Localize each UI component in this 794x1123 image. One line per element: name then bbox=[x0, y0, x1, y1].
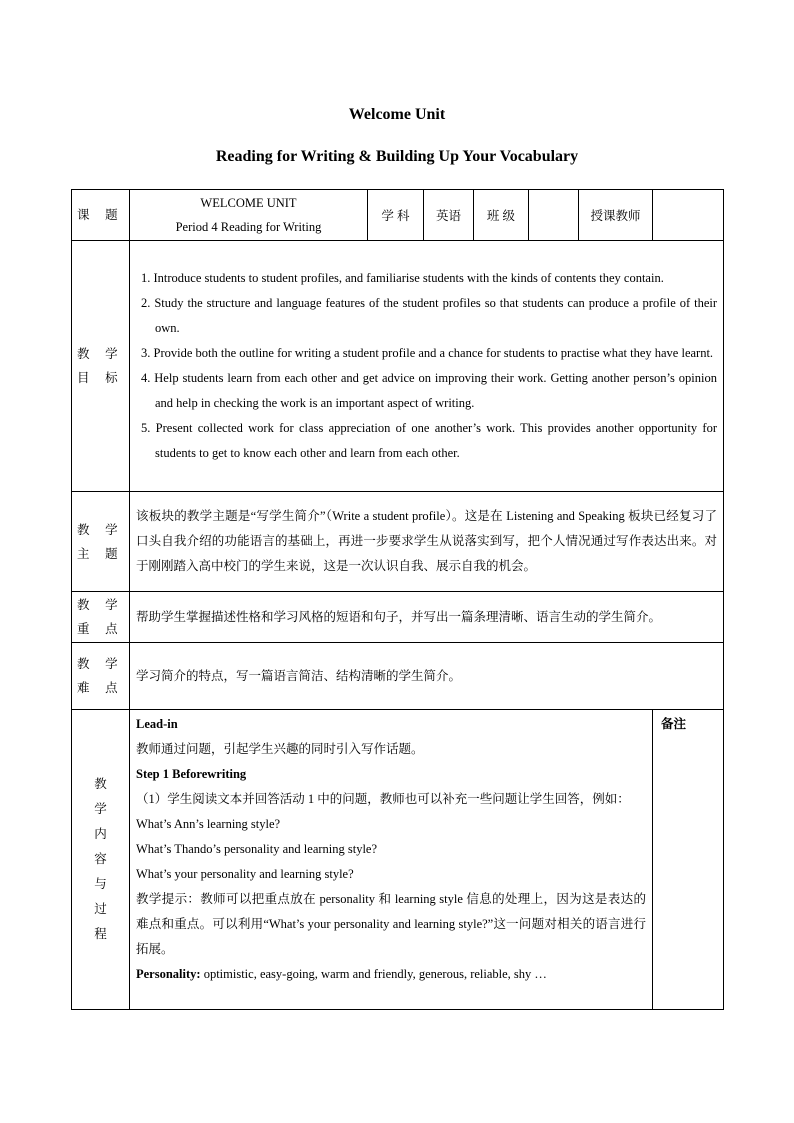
difficulties-content bbox=[130, 643, 724, 710]
step1-title: Step 1 Beforewriting bbox=[136, 767, 247, 781]
notes-cell bbox=[653, 710, 724, 1010]
process-label-char: 教 bbox=[94, 777, 107, 791]
objective-item: 1. Introduce students to student profiles, and familiarise students with the kinds of contents they contain. bbox=[141, 271, 664, 285]
process-label-char: 容 bbox=[94, 852, 107, 866]
difficulties-row bbox=[72, 643, 724, 710]
teacher-value bbox=[653, 190, 724, 241]
process-label-char: 学 bbox=[94, 802, 107, 816]
subject-label: 学 科 bbox=[368, 190, 424, 241]
objectives-row bbox=[72, 241, 724, 492]
theme-content bbox=[130, 492, 724, 592]
process-row bbox=[72, 710, 724, 1010]
header-row bbox=[72, 190, 724, 241]
question-3: What’s your personality and learning style? bbox=[136, 867, 354, 881]
personality-text: optimistic, easy-going, warm and friendly, generous, reliable, shy … bbox=[200, 967, 547, 981]
objective-item: 5. Present collected work for class appreciation of one another’s work. This provides another opportunity for students to get to know each other and learn from each other. bbox=[141, 421, 717, 460]
subject-value: 英语 bbox=[424, 190, 474, 241]
process-label-char: 过 bbox=[94, 902, 107, 916]
class-label: 班 级 bbox=[474, 190, 529, 241]
subject-title-label: 课 题 bbox=[72, 190, 130, 241]
process-label bbox=[72, 710, 130, 1010]
keypoints-text: 帮助学生掌握描述性格和学习风格的短语和句子，并写出一篇条理清晰、语言生动的学生简介。 bbox=[136, 609, 662, 624]
objective-item: 3. Provide both the outline for writing a student profile and a chance for students to practise what they have learnt. bbox=[141, 346, 714, 360]
unit-line-1: WELCOME UNIT bbox=[200, 196, 297, 210]
process-label-char: 与 bbox=[94, 877, 107, 891]
objectives-content bbox=[130, 241, 724, 492]
keypoints-label-line2: 重 点 bbox=[77, 622, 124, 636]
personality-label: Personality: bbox=[136, 967, 201, 981]
objective-item: 4. Help students learn from each other and get advice on improving their work. Getting another person’s opinion and help in checking the work is an important aspect of writing. bbox=[141, 371, 717, 410]
document-subtitle: Reading for Writing & Building Up Your Vocabulary bbox=[215, 148, 579, 165]
lesson-plan-table bbox=[71, 189, 724, 1010]
notes-label: 备注 bbox=[661, 717, 687, 731]
theme-label-line2: 主 题 bbox=[77, 546, 124, 561]
theme-row bbox=[72, 492, 724, 592]
question-2: What’s Thando’s personality and learning style? bbox=[136, 842, 378, 856]
difficulties-label bbox=[72, 643, 130, 710]
keypoints-label-line1: 教 学 bbox=[77, 598, 124, 612]
objectives-label bbox=[72, 241, 130, 492]
objectives-label-line1: 教 学 bbox=[77, 347, 124, 361]
process-label-char: 内 bbox=[94, 827, 107, 841]
unit-line-2: Period 4 Reading for Writing bbox=[175, 220, 322, 234]
difficulties-label-line1: 教 学 bbox=[77, 657, 124, 671]
teacher-label: 授课教师 bbox=[579, 190, 653, 241]
question-1: What’s Ann’s learning style? bbox=[136, 817, 281, 831]
objectives-label-line2: 目 标 bbox=[77, 371, 124, 385]
class-value bbox=[529, 190, 579, 241]
theme-label bbox=[72, 492, 130, 592]
keypoints-content bbox=[130, 592, 724, 643]
unit-cell bbox=[130, 190, 368, 241]
theme-label-line1: 教 学 bbox=[77, 522, 124, 537]
keypoints-row bbox=[72, 592, 724, 643]
difficulties-label-line2: 难 点 bbox=[77, 681, 124, 695]
leadin-title: Lead-in bbox=[136, 717, 178, 731]
process-label-char: 程 bbox=[94, 927, 107, 941]
objective-item: 2. Study the structure and language features of the student profiles so that students can produce a profile of their own. bbox=[141, 296, 717, 335]
theme-text: 该板块的教学主题是“写学生简介”（Write a student profile）。这是在 Listening and Speaking 板块已经复习了口头自我介绍的功能语言的基础上，再进一步要求学生从说落实到写，把个人情况通过写作表达出来。对于刚刚踏入高中校门的学生来说，这是一次认识自我、展示自我的机会。 bbox=[136, 509, 717, 573]
step1-text: （1）学生阅读文本并回答活动 1 中的问题，教师也可以补充一些问题让学生回答，例如： bbox=[136, 792, 630, 806]
difficulties-text: 学习简介的特点，写一篇语言简洁、结构清晰的学生简介。 bbox=[136, 668, 462, 683]
leadin-text: 教师通过问题，引起学生兴趣的同时引入写作话题。 bbox=[136, 742, 424, 756]
personality-line bbox=[136, 962, 646, 987]
teaching-tip: 教学提示：教师可以把重点放在 personality 和 learning style 信息的处理上，因为这是表达的难点和重点。可以利用“What’s your personality and learning style?”这一问题对相关的语言进行拓展。 bbox=[136, 892, 646, 956]
process-content bbox=[130, 710, 653, 1010]
keypoints-label bbox=[72, 592, 130, 643]
document-title: Welcome Unit bbox=[348, 106, 446, 123]
